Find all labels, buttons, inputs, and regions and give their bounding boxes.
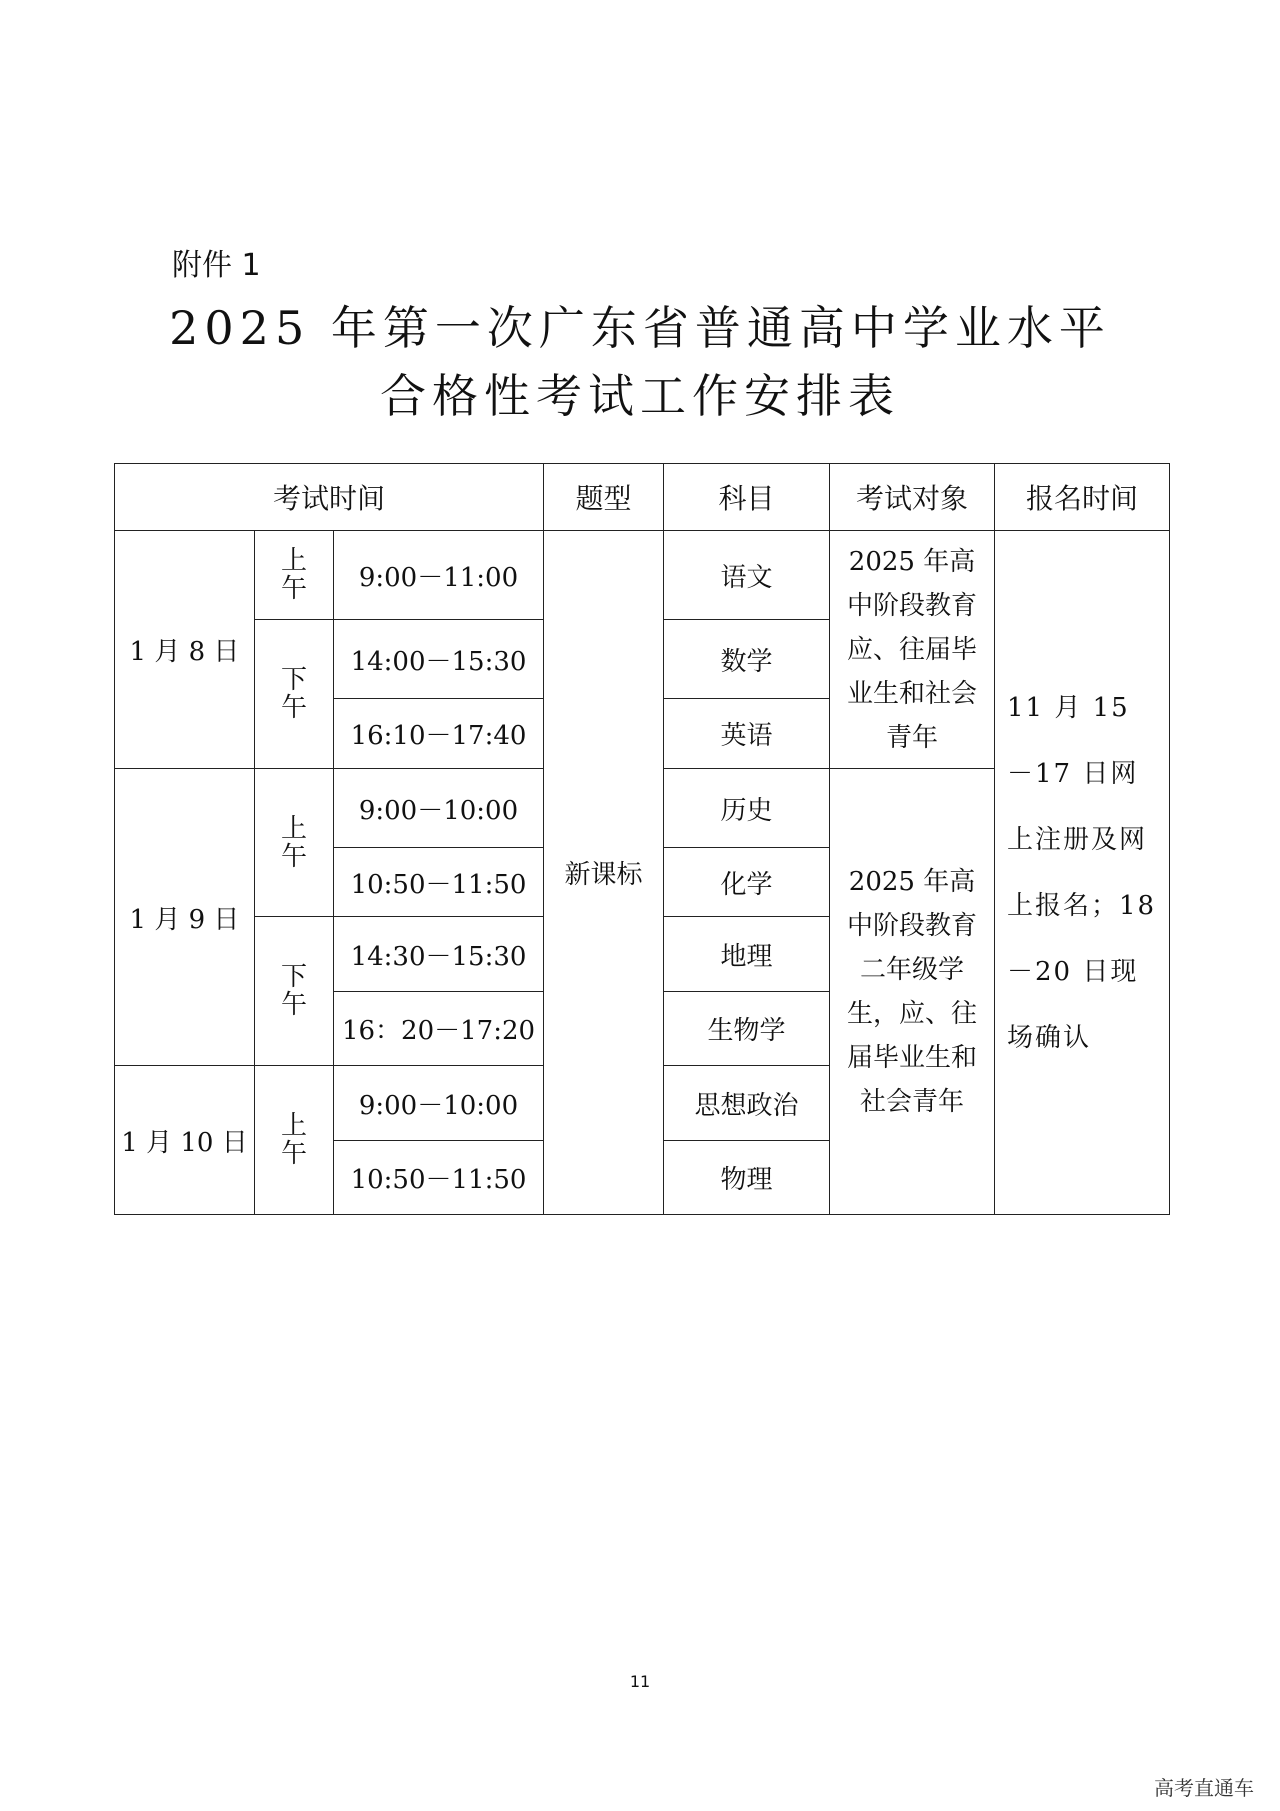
document-title-line2: 合格性考试工作安排表 — [380, 369, 900, 423]
period-afternoon: 下 午 — [255, 917, 334, 1066]
time-cell: 9:00－11:00 — [334, 531, 544, 620]
period-morning: 上 午 — [255, 531, 334, 620]
exam-type-cell: 新课标 — [544, 531, 664, 1215]
time-cell: 10:50－11:50 — [334, 1141, 544, 1215]
attachment-label: 附件 1 — [172, 248, 261, 283]
watermark: 高考直通车 — [1154, 1776, 1254, 1800]
subject-cell: 英语 — [664, 699, 830, 769]
day-cell: 1 月 8 日 — [115, 531, 255, 769]
time-cell: 9:00－10:00 — [334, 1066, 544, 1141]
target-group-cell: 2025 年高中阶段教育二年级学生，应、往届毕业生和社会青年 — [830, 769, 995, 1215]
time-cell: 14:30－15:30 — [334, 917, 544, 992]
subject-cell: 思想政治 — [664, 1066, 830, 1141]
time-cell: 16：20－17:20 — [334, 992, 544, 1066]
subject-cell: 数学 — [664, 620, 830, 699]
header-signup: 报名时间 — [995, 464, 1170, 531]
time-cell: 14:00－15:30 — [334, 620, 544, 699]
header-exam-time: 考试时间 — [115, 464, 544, 531]
header-type: 题型 — [544, 464, 664, 531]
header-target: 考试对象 — [830, 464, 995, 531]
target-group-cell: 2025 年高中阶段教育应、往届毕业生和社会青年 — [830, 531, 995, 769]
document-title-line1: 2025 年第一次广东省普通高中学业水平 — [169, 301, 1111, 355]
header-subject: 科目 — [664, 464, 830, 531]
period-morning: 上 午 — [255, 1066, 334, 1215]
time-cell: 9:00－10:00 — [334, 769, 544, 848]
subject-cell: 生物学 — [664, 992, 830, 1066]
subject-cell: 历史 — [664, 769, 830, 848]
period-afternoon: 下 午 — [255, 620, 334, 769]
time-cell: 10:50－11:50 — [334, 848, 544, 917]
day-cell: 1 月 10 日 — [115, 1066, 255, 1215]
subject-cell: 化学 — [664, 848, 830, 917]
signup-time-cell: 11 月 15－17 日网上注册及网上报名；18－20 日现场确认 — [995, 531, 1170, 1215]
table-row — [115, 531, 1170, 620]
header-row — [115, 464, 1170, 531]
day-cell: 1 月 9 日 — [115, 769, 255, 1066]
exam-schedule-table — [114, 463, 1170, 1215]
period-morning: 上 午 — [255, 769, 334, 917]
time-cell: 16:10－17:40 — [334, 699, 544, 769]
subject-cell: 语文 — [664, 531, 830, 620]
subject-cell: 物理 — [664, 1141, 830, 1215]
subject-cell: 地理 — [664, 917, 830, 992]
page-number: 11 — [629, 1672, 651, 1691]
